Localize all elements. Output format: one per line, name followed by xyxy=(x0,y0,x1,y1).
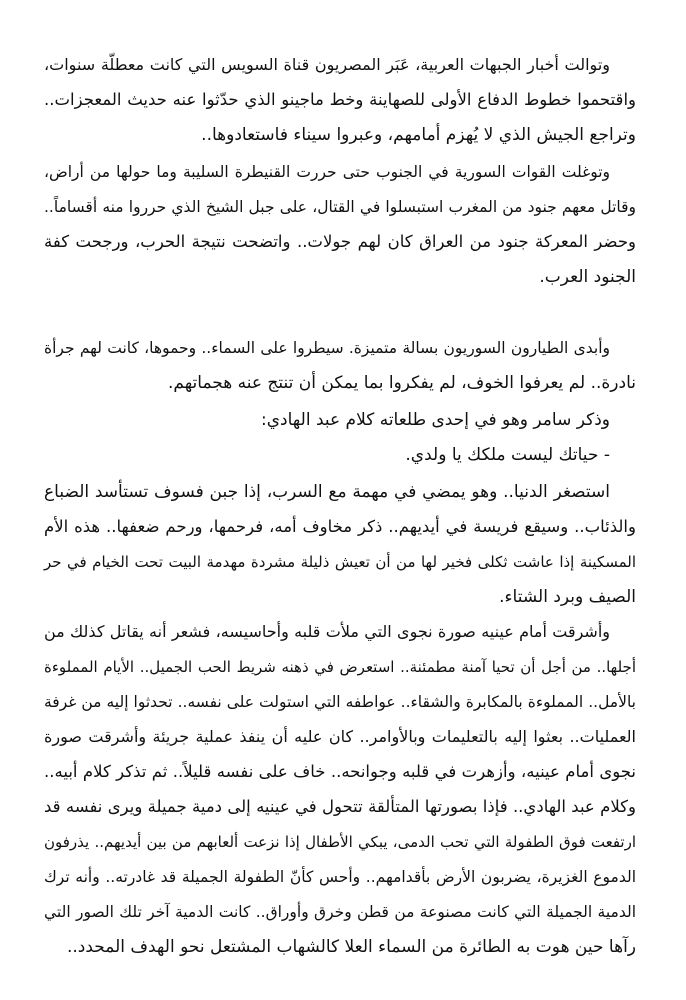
paragraph-1-line-1: وتوالت أخبار الجبهات العربية، عَبَر المصريون قناة السويس التي كانت معطلّة سنوات، xyxy=(44,55,610,74)
paragraph-7-line-2: أجلها.. من أجل أن تحيا آمنة مطمئنة.. استعرض في ذهنه شريط الحب الجميل.. الأيام المملوءة xyxy=(44,658,636,676)
paragraph-7-line-4: العمليات.. بعثوا إليه بالتعليمات وبالأوامر.. كان عليه أن ينفذ عملية جريئة وأشرقت صورة xyxy=(44,727,636,746)
paragraph-3-line-2: نادرة.. لم يعرفوا الخوف، لم يفكروا بما يمكن أن تنتج عنه هجماتهم. xyxy=(168,373,636,393)
paragraph-7-line-5: نجوى أمام عينيه، وأزهرت في قلبه وجوانحه.. خاف على نفسه قليلاً.. ثم تذكر كلام أبيه.. xyxy=(44,762,636,781)
paragraph-2-line-3: وحضر المعركة جنود من العراق كان لهم جولات.. واتضحت نتيجة الحرب، ورجحت كفة xyxy=(44,232,636,251)
paragraph-7-line-6: وكلام عبد الهادي.. فإذا بصورتها المتألقة تتحول في عينيه إلى دمية جميلة ويرى نفسه قد xyxy=(44,797,636,816)
paragraph-7-line-1: وأشرقت أمام عينيه صورة نجوى التي ملأت قلبه وأحاسيسه، فشعر أنه يقاتل كذلك من xyxy=(44,622,610,641)
paragraph-1-line-3: وتراجع الجيش الذي لا يُهزم أمامهم، وعبروا سيناء فاستعادوها.. xyxy=(201,125,636,145)
paragraph-4-line-1: وذكر سامر وهو في إحدى طلعاته كلام عبد الهادي: xyxy=(261,410,610,430)
paragraph-5-line-1: - حياتك ليست ملكك يا ولدي. xyxy=(405,445,610,465)
paragraph-2-line-1: وتوغلت القوات السورية في الجنوب حتى حررت القنيطرة السليبة وما حولها من أراض، xyxy=(44,163,610,181)
paragraph-6-line-1: استصغر الدنيا.. وهو يمضي في مهمة مع السرب، إذا جبن فسوف تستأسد الضباع xyxy=(44,482,610,502)
paragraph-7-line-9: الدمية الجميلة التي كانت مصنوعة من قطن وخرق وأوراق.. كانت الدمية آخر تلك الصور التي xyxy=(44,903,636,921)
paragraph-2-line-4: الجنود العرب. xyxy=(539,267,636,287)
paragraph-7-line-3: بالأمل.. المملوءة بالمكابرة والشقاء.. عواطفه التي استولت على نفسه.. تحدثوا إليه من غرفة xyxy=(44,693,636,711)
paragraph-7-line-7: ارتفعت فوق الطفولة التي تحب الدمى، يبكي الأطفال إذا نزعت ألعابهم من بين أيديهم.. يذرفون xyxy=(44,833,636,851)
paragraph-3-line-1: وأبدى الطيارون السوريون بسالة متميزة. سيطروا على السماء.. وحموها، كانت لهم جرأة xyxy=(44,339,610,357)
paragraph-6-line-4: الصيف وبرد الشتاء. xyxy=(499,587,636,607)
paragraph-7-line-10: رآها حين هوت به الطائرة من السماء العلا كالشهاب المشتعل نحو الهدف المحدد.. xyxy=(66,937,636,957)
paragraph-6-line-3: المسكينة إذا عاشت ثكلى فخير لها من أن تعيش ذليلة مشردة مهدمة البيت تحت الخيام في حر xyxy=(44,553,636,571)
paragraph-1-line-2: واقتحموا خطوط الدفاع الأولى للصهاينة وخط ماجينو الذي حدّثوا عنه حديث المعجزات.. xyxy=(44,90,636,109)
paragraph-6-line-2: والذئاب.. وسيقع فريسة في أيديهم.. ذكر مخاوف أمه، فرحمها، ورحم ضعفها.. هذه الأم xyxy=(44,517,636,536)
paragraph-2-line-2: وقاتل معهم جنود من المغرب استبسلوا في القتال، على جبل الشيخ الذي حرروا منه أقساماً.. xyxy=(44,198,636,216)
paragraph-7-line-8: الدموع الغزيرة، يضربون الأرض بأقدامهم.. وأحس كأنّ الطفولة الجميلة قد غادرته.. وأنه ترك xyxy=(44,868,636,886)
